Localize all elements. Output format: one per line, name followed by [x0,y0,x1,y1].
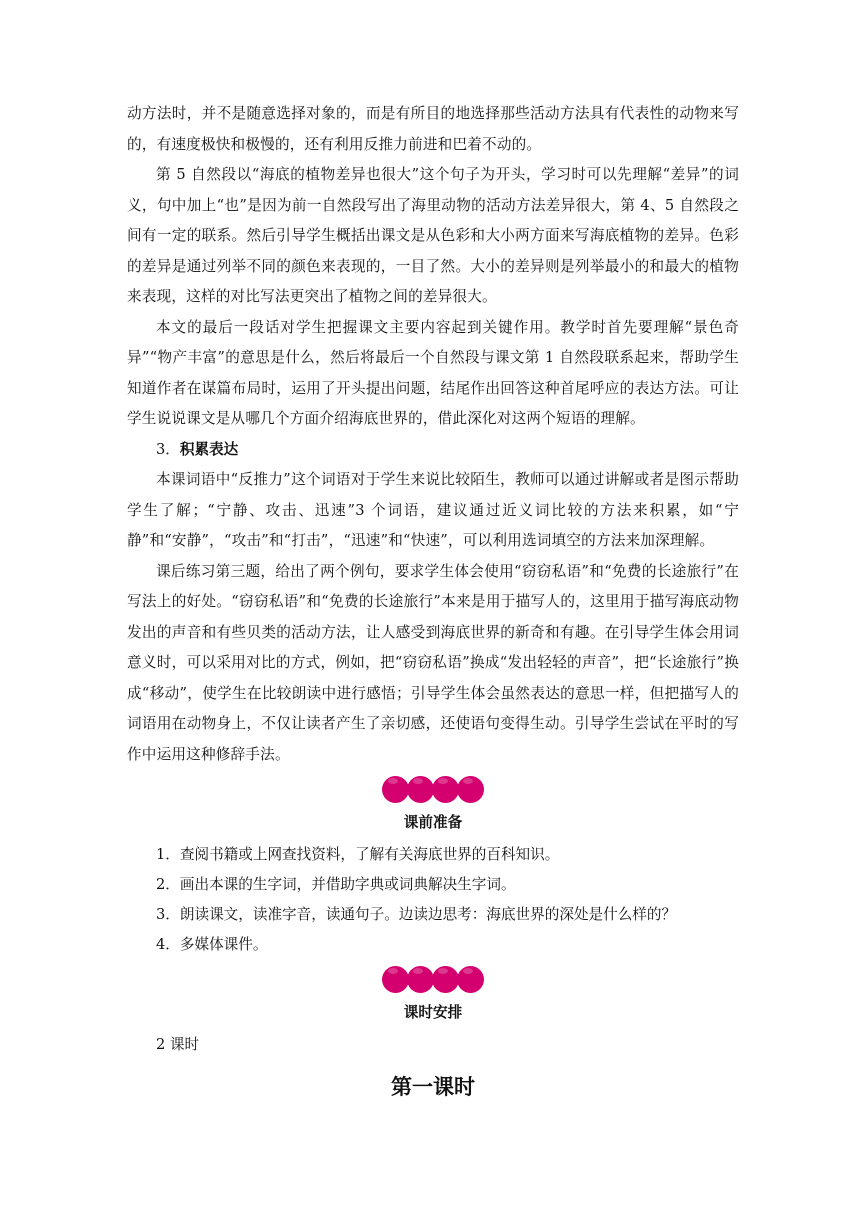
ornament-circle-icon [432,776,459,803]
paragraph-exercise: 课后练习第三题，给出了两个例句，要求学生体会使用“窃窃私语”和“免费的长途旅行”在写法上的好处。“窃窃私语”和“免费的长途旅行”本来是用于描写人的，这里用于描写海底动物发出的声音和有些贝类的活动方法，让人感受到海底世界的新奇和有趣。在引导学生体会用词意义时，可以采用对比的方式，例如，把“窃窃私语”换成“发出轻轻的声音”，把“长途旅行”换成“移动”，使学生在比较朗读中进行感悟；引导学生体会虽然表达的意思一样，但把描写人的词语用在动物身上，不仅让读者产生了亲切感，还使语句变得生动。引导学生尝试在平时的写作中运用这种修辞手法。 [127,562,739,763]
prep-title: 课前准备 [403,814,463,831]
prep-item: 2．画出本课的生字词，并借助字典或词典解决生字词。 [156,876,516,893]
paragraph-vocabulary: 本课词语中“反推力”这个词语对于学生来说比较陌生，教师可以通过讲解或者是图示帮助学生了解；“宁静、攻击、迅速”3 个词语，建议通过近义词比较的方法来积累，如“宁静”和“安静”，“攻击”和“打击”，“迅速”和“快速”，可以利用选词填空的方法来加深理解。 [127,471,739,549]
section-heading-accumulate [127,435,739,466]
section-number: 3． [156,440,180,458]
paragraph-continuation: 动方法时，并不是随意选择对象的，而是有所目的地选择那些活动方法具有代表性的动物来写的，有速度极快和极慢的，还有利用反推力前进和巴着不动的。 [127,105,739,153]
schedule-title: 课时安排 [403,1004,463,1021]
document-body [127,99,739,1104]
schedule-value: 2 课时 [156,1036,200,1053]
paragraph-last-section: 本文的最后一段话对学生把握课文主要内容起到关键作用。教学时首先要理解“景色奇异”“物产丰富”的意思是什么，然后将最后一个自然段与课文第 1 自然段联系起来，帮助学生知道作者在谋篇布局时，运用了开头提出问题，结尾作出回答这种首尾呼应的表达方法。可让学生说说课文是从哪几个方面介绍海底世界的，借此深化对这两个短语的理解。 [127,318,739,427]
ornament-circle-icon [382,966,409,993]
ornament-divider [127,776,739,806]
lesson-title: 第一课时 [391,1075,475,1099]
ornament-divider [127,966,739,996]
ornament-circle-icon [382,776,409,803]
prep-item: 3．朗读课文，读准字音，读通句子。边读边思考：海底世界的深处是什么样的？ [156,906,677,923]
paragraph-fifth-section: 第 5 自然段以“海底的植物差异也很大”这个句子为开头，学习时可以先理解“差异”的词义，句中加上“也”是因为前一自然段写出了海里动物的活动方法差异很大，第 4、5 自然段之间有一定的联系。然后引导学生概括出课文是从色彩和大小两方面来写海底植物的差异。色彩的差异是通过列举不同的颜色来表现的，一目了然。大小的差异则是列举最小的和最大的植物来表现，这样的对比写法更突出了植物之间的差异很大。 [127,166,739,305]
ornament-circle-icon [407,966,434,993]
ornament-circle-icon [457,966,484,993]
ornament-circle-icon [432,966,459,993]
ornament-circle-icon [457,776,484,803]
section-heading-text: 积累表达 [179,440,239,458]
prep-item: 1．查阅书籍或上网查找资料，了解有关海底世界的百科知识。 [156,846,560,863]
ornament-circle-icon [407,776,434,803]
prep-item: 4．多媒体课件。 [156,936,268,953]
